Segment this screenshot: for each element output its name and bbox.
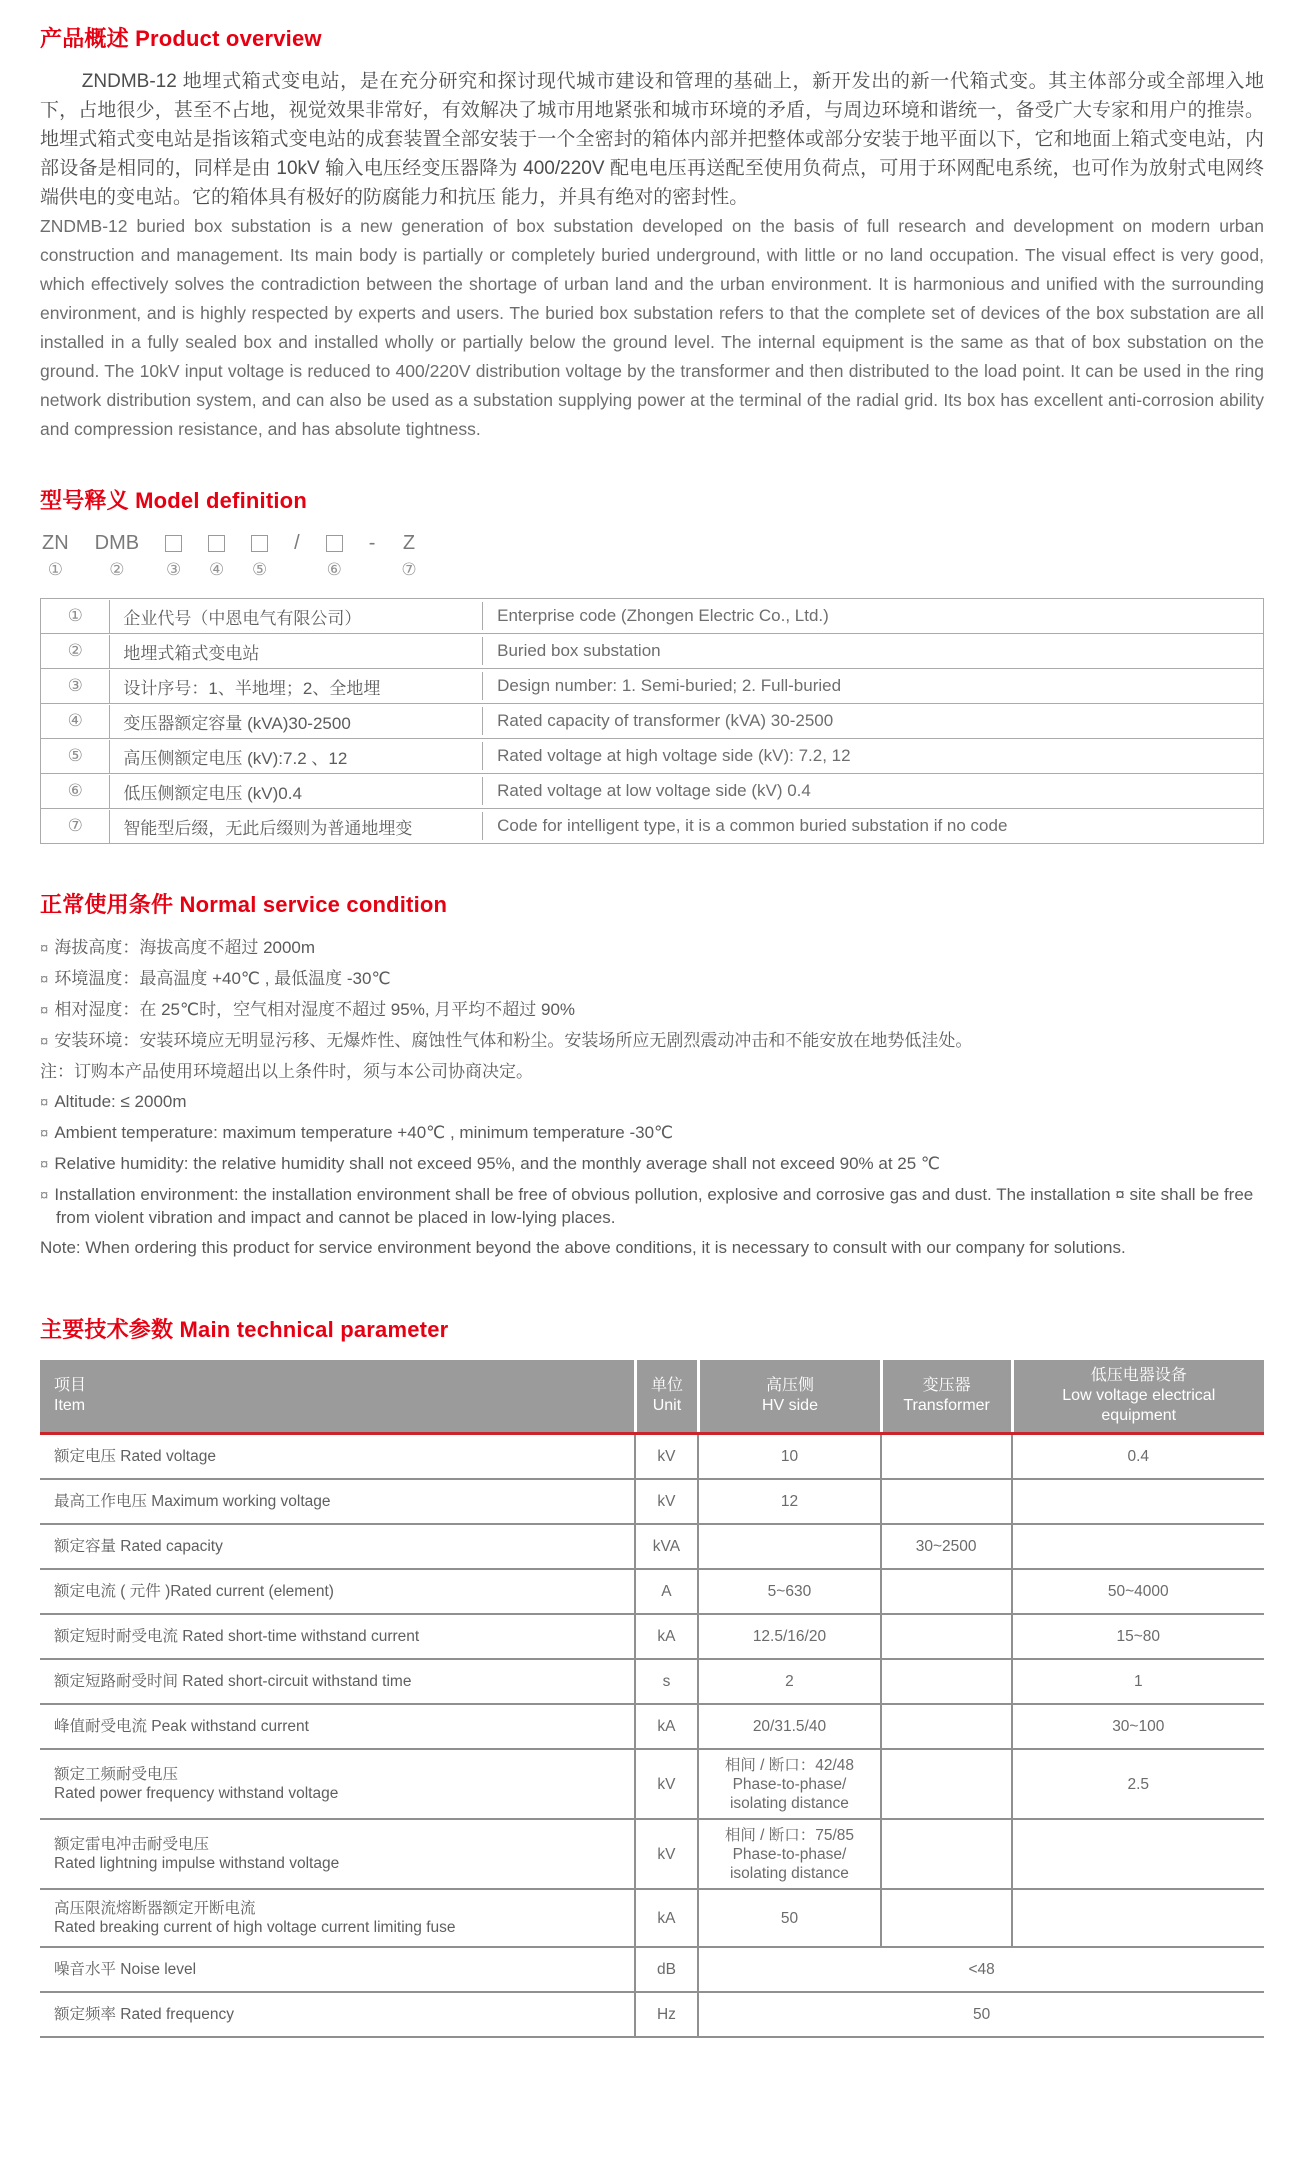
param-hv-cell: [697, 1820, 879, 1888]
model-code-symbol: [326, 531, 343, 555]
param-item-line: 额定短路耐受时间 Rated short-circuit withstand time: [54, 1673, 412, 1690]
param-lv-cell: 30~100: [1011, 1705, 1264, 1748]
param-hv-cell: [697, 1660, 879, 1703]
param-transformer-cell: [880, 1705, 1011, 1748]
bullet-icon: ¤: [40, 971, 49, 988]
parameters-heading: 主要技术参数 Main technical parameter: [40, 1317, 449, 1342]
param-hv-cell: [697, 1750, 879, 1818]
model-row-number: ④: [67, 711, 83, 730]
param-transformer-cell: [880, 1660, 1011, 1703]
placeholder-box: [251, 535, 268, 552]
param-item-cell: [40, 1705, 634, 1748]
bullet-icon: ¤: [40, 1125, 49, 1142]
param-hv-line: 12: [780, 1493, 799, 1510]
service-condition-item: ¤ 相对湿度：在 25℃时，空气相对湿度不超过 95%, 月平均不超过 90%: [40, 1000, 576, 1019]
param-hv-cell: [697, 1435, 879, 1478]
param-item-cell: [40, 1615, 634, 1658]
param-hv-line: Phase-to-phase/: [732, 1775, 847, 1793]
param-item-line: 噪音水平 Noise level: [54, 1961, 197, 1978]
param-unit-cell: kV: [634, 1750, 698, 1818]
placeholder-box: [326, 535, 343, 552]
param-item-line: 高压限流熔断器额定开断电流: [54, 1900, 256, 1917]
model-row-en: Code for intelligent type, it is a common buried substation if no code: [482, 812, 1263, 840]
col-header-low-voltage-line: 低压电器设备: [1090, 1367, 1187, 1384]
parameters-table-row: [40, 1570, 1264, 1615]
parameters-table-row: [40, 1525, 1264, 1570]
model-code-unit: [326, 531, 343, 580]
service-condition-item: ¤ 安装环境：安装环境应无明显污移、无爆炸性、腐蚀性气体和粉尘。安装场所应无剧烈震动冲击和不能安放在地势低洼处。: [40, 1031, 973, 1050]
param-transformer-cell: [880, 1820, 1011, 1888]
service-conditions-list: [40, 933, 1264, 1263]
param-hv-cell: [697, 1525, 879, 1568]
bullet-icon: ¤: [40, 1187, 49, 1204]
model-code-symbol: ZN: [42, 531, 69, 554]
param-item-line: 额定短时耐受电流 Rated short-time withstand current: [54, 1628, 420, 1645]
param-item-line: 额定雷电冲击耐受电压: [54, 1836, 210, 1853]
param-transformer-cell: [880, 1750, 1011, 1818]
parameters-table-row: [40, 1890, 1264, 1948]
model-code-symbol: [251, 531, 268, 555]
model-table-row: [41, 739, 1263, 774]
param-merged-value-cell: 50: [697, 1993, 1264, 2036]
param-hv-line: Phase-to-phase/: [732, 1845, 847, 1863]
param-transformer-cell: [880, 1435, 1011, 1478]
model-row-en: Design number: 1. Semi-buried; 2. Full-buried: [482, 672, 1263, 700]
param-item-line: Rated lightning impulse withstand voltage: [54, 1855, 340, 1872]
model-table-row: [41, 704, 1263, 739]
col-header-low-voltage-line: Low voltage electrical: [1062, 1387, 1216, 1404]
service-heading: 正常使用条件 Normal service condition: [40, 892, 448, 917]
param-hv-line: 2: [785, 1673, 794, 1690]
param-transformer-cell: 30~2500: [880, 1525, 1011, 1568]
param-unit-cell: A: [634, 1570, 698, 1613]
model-code-symbol: [208, 531, 225, 555]
model-code-symbol: DMB: [94, 531, 140, 554]
model-row-zh: 企业代号（中恩电气有限公司）: [109, 600, 482, 633]
parameters-table-row: [40, 1820, 1264, 1890]
param-lv-cell: 15~80: [1011, 1615, 1264, 1658]
model-row-zh: 智能型后缀，无此后缀则为普通地埋变: [109, 810, 482, 843]
param-item-cell: [40, 1570, 634, 1613]
col-header-hv-side-line: HV side: [761, 1397, 818, 1414]
param-item-cell: [40, 1993, 634, 2036]
param-item-cell: [40, 1948, 634, 1991]
param-lv-cell: [1011, 1890, 1264, 1946]
parameters-table-header: [40, 1360, 1264, 1432]
parameters-table-row: [40, 1705, 1264, 1750]
service-condition-item: ¤ 环境温度：最高温度 +40℃ , 最低温度 -30℃: [40, 969, 391, 988]
param-hv-line: 20/31.5/40: [752, 1718, 827, 1735]
col-header-unit-line: Unit: [652, 1397, 682, 1414]
param-item-line: 额定频率 Rated frequency: [54, 2006, 235, 2023]
model-code-number: ②: [109, 560, 125, 579]
col-header-hv-side: [697, 1360, 879, 1432]
parameters-table-row: [40, 1993, 1264, 2038]
model-row-en: Rated voltage at high voltage side (kV): 7.2, 12: [482, 742, 1263, 770]
param-transformer-cell: [880, 1480, 1011, 1523]
placeholder-box: [165, 535, 182, 552]
section-model-definition: [40, 484, 1264, 844]
param-lv-cell: [1011, 1480, 1264, 1523]
param-item-cell: [40, 1480, 634, 1523]
model-row-en: Enterprise code (Zhongen Electric Co., Ltd.): [482, 602, 1263, 630]
bullet-icon: ¤: [40, 1094, 49, 1111]
col-header-item-line: Item: [54, 1397, 86, 1414]
col-header-hv-side-line: 高压侧: [765, 1377, 814, 1394]
model-code-number: ⑦: [401, 560, 417, 579]
model-code-unit: [251, 531, 268, 580]
parameters-table-row: [40, 1660, 1264, 1705]
param-item-line: 额定电流 ( 元件 )Rated current (element): [54, 1583, 334, 1600]
section-main-parameters: [40, 1313, 1264, 2038]
model-row-en: Buried box substation: [482, 637, 1263, 665]
parameters-table-row: [40, 1750, 1264, 1820]
param-item-cell: [40, 1660, 634, 1703]
param-item-line: 最高工作电压 Maximum working voltage: [54, 1493, 331, 1510]
param-lv-cell: [1011, 1820, 1264, 1888]
service-condition-item: ¤ Altitude: ≤ 2000m: [40, 1092, 187, 1111]
model-code-symbol: Z: [402, 531, 416, 554]
model-heading: 型号释义 Model definition: [40, 488, 307, 513]
model-code-symbol: [165, 531, 182, 555]
model-code-symbol: -: [368, 531, 376, 554]
param-unit-cell: Hz: [634, 1993, 698, 2036]
param-item-line: 额定电压 Rated voltage: [54, 1448, 216, 1465]
parameters-table: [40, 1360, 1264, 2038]
service-condition-item: ¤ Relative humidity: the relative humidity shall not exceed 95%, and the monthly average shall not exceed 90% at 25 ℃: [40, 1154, 940, 1173]
param-hv-cell: [697, 1480, 879, 1523]
col-header-unit-line: 单位: [650, 1377, 683, 1394]
param-hv-line: 5~630: [767, 1583, 812, 1600]
param-item-cell: [40, 1525, 634, 1568]
model-row-number: ⑥: [67, 781, 83, 800]
param-unit-cell: kV: [634, 1435, 698, 1478]
service-condition-item: Note: When ordering this product for service environment beyond the above conditions, it is necessary to consult with our company for solutions.: [40, 1238, 1126, 1257]
param-lv-cell: 2.5: [1011, 1750, 1264, 1818]
placeholder-box: [208, 535, 225, 552]
overview-heading: 产品概述 Product overview: [40, 26, 322, 51]
param-unit-cell: s: [634, 1660, 698, 1703]
model-row-number: ⑦: [67, 816, 83, 835]
model-code-number: ⑤: [252, 560, 268, 579]
parameters-table-row: [40, 1948, 1264, 1993]
bullet-icon: ¤: [40, 940, 49, 957]
col-header-item-line: 项目: [54, 1377, 87, 1394]
section-overview: [40, 22, 1264, 444]
section-service-condition: [40, 888, 1264, 1263]
param-merged-value-cell: <48: [697, 1948, 1264, 1991]
overview-text-zh: ZNDMB-12 地埋式箱式变电站，是在充分研究和探讨现代城市建设和管理的基础上，新开发出的新一代箱式变。其主体部分或全部埋入地下，占地很少，甚至不占地，视觉效果非常好，有效解决了城市用地紧张和城市环境的矛盾，与周边环境和谐统一，备受广大专家和用户的推崇。地埋式箱式变电站是指该箱式变电站的成套装置全部安装于一个全密封的箱体内部并把整体或部分安装于地平面以下，它和地面上箱式变电站，内部设备是相同的，同样是由 10kV 输入电压经变压器降为 400/220V 配电电压再送配至使用负荷点，可用于环网配电系统，也可作为放射式电网终端供电的变电站。它的箱体具有极好的防腐能力和抗压 能力，并具有绝对的密封性。: [40, 71, 1264, 208]
bullet-icon: ¤: [40, 1156, 49, 1173]
model-code-unit: [369, 531, 376, 580]
param-hv-line: 50: [780, 1909, 799, 1927]
param-lv-cell: 0.4: [1011, 1435, 1264, 1478]
param-item-line: Rated breaking current of high voltage current limiting fuse: [54, 1919, 456, 1936]
col-header-low-voltage: [1011, 1360, 1264, 1432]
param-item-cell: [40, 1890, 634, 1946]
col-header-transformer-line: Transformer: [903, 1397, 990, 1414]
param-unit-cell: kA: [634, 1705, 698, 1748]
col-header-unit: [634, 1360, 698, 1432]
param-lv-cell: [1011, 1525, 1264, 1568]
param-unit-cell: kVA: [634, 1525, 698, 1568]
model-code-number: ①: [47, 560, 63, 579]
model-code-unit: [294, 531, 300, 580]
service-condition-item: ¤ Ambient temperature: maximum temperature +40℃ , minimum temperature -30℃: [40, 1123, 674, 1142]
model-table-row: [41, 634, 1263, 669]
param-item-line: 额定容量 Rated capacity: [54, 1538, 223, 1555]
col-header-item: [40, 1360, 634, 1432]
model-code-unit: [208, 531, 225, 580]
param-hv-cell: [697, 1705, 879, 1748]
param-transformer-cell: [880, 1890, 1011, 1946]
model-table-row: [41, 599, 1263, 634]
model-code-diagram: [42, 531, 1264, 580]
param-unit-cell: kV: [634, 1480, 698, 1523]
param-hv-line: 10: [780, 1448, 799, 1465]
service-condition-item: ¤ Installation environment: the installation environment shall be free of obvious pollution, explosive and corrosive gas and dust. The installation ¤ site shall be free from violent vibration and impact and cannot be placed in low-lying places.: [40, 1185, 1254, 1227]
model-table-row: [41, 774, 1263, 809]
model-row-number: ①: [67, 606, 83, 625]
param-lv-cell: 50~4000: [1011, 1570, 1264, 1613]
model-row-number: ②: [67, 641, 83, 660]
service-condition-item: 注：订购本产品使用环境超出以上条件时，须与本公司协商决定。: [40, 1062, 533, 1081]
param-unit-cell: kA: [634, 1890, 698, 1946]
param-hv-line: isolating distance: [729, 1864, 849, 1882]
model-code-number: ③: [166, 560, 182, 579]
param-item-line: 峰值耐受电流 Peak withstand current: [54, 1718, 309, 1735]
model-row-en: Rated voltage at low voltage side (kV) 0.4: [482, 777, 1263, 805]
param-item-cell: [40, 1820, 634, 1888]
param-hv-line: 12.5/16/20: [752, 1628, 827, 1645]
param-item-line: Rated power frequency withstand voltage: [54, 1785, 339, 1802]
model-code-unit: [95, 531, 139, 580]
param-hv-line: 相间 / 断口：42/48: [724, 1756, 855, 1774]
model-code-number: ④: [209, 560, 225, 579]
param-unit-cell: dB: [634, 1948, 698, 1991]
col-header-low-voltage-line: equipment: [1101, 1407, 1177, 1424]
param-transformer-cell: [880, 1615, 1011, 1658]
model-row-en: Rated capacity of transformer (kVA) 30-2500: [482, 707, 1263, 735]
col-header-transformer: [880, 1360, 1011, 1432]
model-row-number: ③: [67, 676, 83, 695]
param-item-cell: [40, 1435, 634, 1478]
param-lv-cell: 1: [1011, 1660, 1264, 1703]
model-row-number: ⑤: [67, 746, 83, 765]
parameters-table-row: [40, 1480, 1264, 1525]
model-code-unit: [401, 531, 416, 580]
param-hv-line: 相间 / 断口：75/85: [724, 1826, 855, 1844]
model-table-row: [41, 669, 1263, 704]
bullet-icon: ¤: [40, 1002, 49, 1019]
param-hv-cell: [697, 1615, 879, 1658]
model-code-unit: [165, 531, 182, 580]
overview-text-en: ZNDMB-12 buried box substation is a new generation of box substation developed on the basis of full research and development on modern urban construction and management. Its main body is partially or completely buried underground, with little or no land occupation. The visual effect is very good, which effectively solves the contradiction between the shortage of urban land and the urban environment. It is harmonious and unified with the surrounding environment, and is highly respected by experts and users. The buried box substation refers to that the complete set of devices of the box substation are all installed in a fully sealed box and installed wholly or partially below the ground level. The internal equipment is the same as that of box substation on the ground. The 10kV input voltage is reduced to 400/220V distribution voltage by the transformer and then distributed to the load point. It can be used in the ring network distribution system, and can also be used as a substation supplying power at the terminal of the radial grid. Its box has excellent anti-corrosion ability and compression resistance, and has absolute tightness.: [40, 216, 1264, 439]
model-code-unit: [42, 531, 69, 580]
param-unit-cell: kA: [634, 1615, 698, 1658]
bullet-icon: ¤: [40, 1033, 49, 1050]
model-code-symbol: /: [294, 531, 300, 554]
parameters-table-row: [40, 1615, 1264, 1660]
col-header-transformer-line: 变压器: [922, 1377, 971, 1394]
model-row-zh: 低压侧额定电压 (kV)0.4: [109, 775, 482, 808]
parameters-table-row: [40, 1435, 1264, 1480]
param-item-cell: [40, 1750, 634, 1818]
model-row-zh: 地埋式箱式变电站: [109, 635, 482, 668]
model-table-row: [41, 809, 1263, 844]
model-definition-table: [40, 598, 1264, 844]
param-unit-cell: kV: [634, 1820, 698, 1888]
service-condition-item: ¤ 海拔高度：海拔高度不超过 2000m: [40, 938, 316, 957]
model-code-number: ⑥: [326, 560, 342, 579]
param-transformer-cell: [880, 1570, 1011, 1613]
param-hv-cell: [697, 1570, 879, 1613]
param-item-line: 额定工频耐受电压: [54, 1766, 179, 1783]
model-row-zh: 变压器额定容量 (kVA)30-2500: [109, 705, 482, 738]
model-row-zh: 高压侧额定电压 (kV):7.2 、12: [109, 740, 482, 773]
param-hv-line: isolating distance: [729, 1794, 849, 1812]
model-row-zh: 设计序号：1、半地埋；2、全地埋: [109, 670, 482, 703]
param-hv-cell: [697, 1890, 879, 1946]
